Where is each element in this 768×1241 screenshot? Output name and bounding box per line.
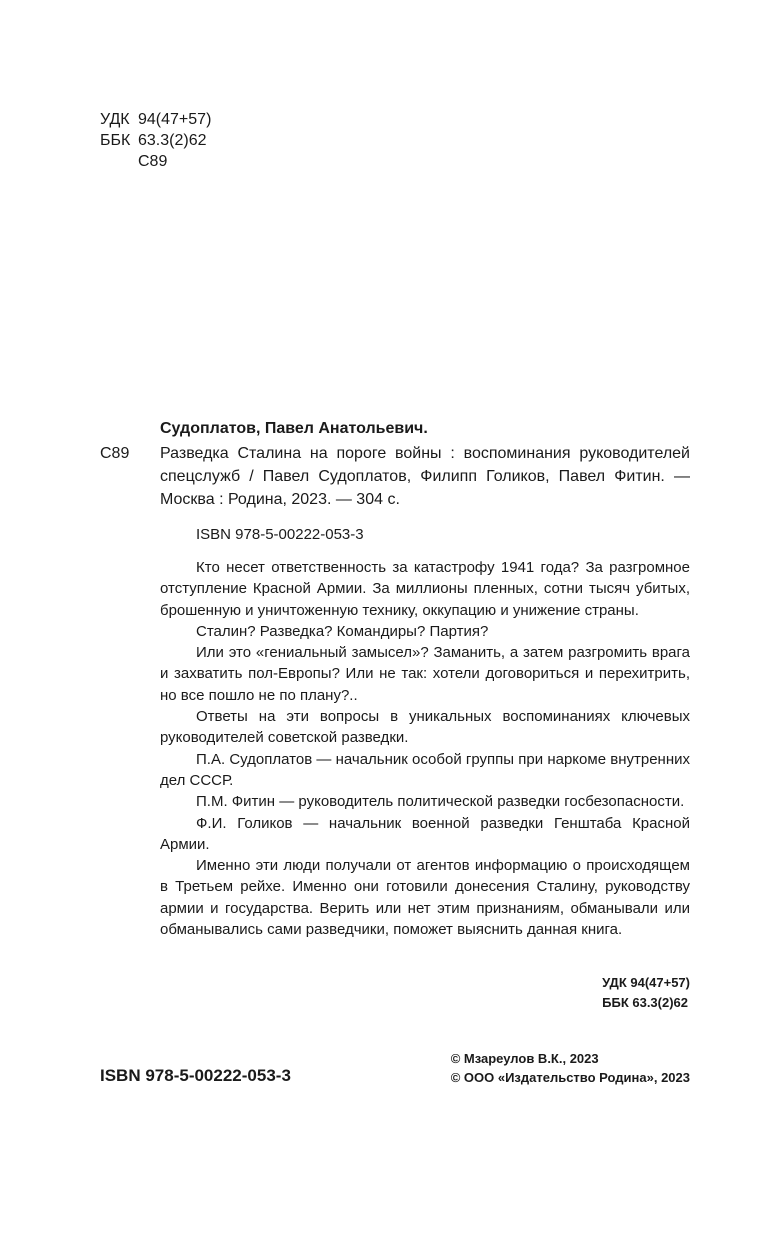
bbk-value: 63.3(2)62 — [138, 132, 207, 149]
annotation-paragraph: Именно эти люди получали от агентов информацию о происходящем в Третьем рейхе. Именно они готовили донесения Сталину, руководству армии и государства. Верить или нет этим признаниям, обманывали или обманывались сами разведчики, поможет выяснить данная книга. — [160, 857, 690, 939]
bottom-bbk: ББК 63.3(2)62 — [602, 995, 689, 1010]
record-author: Судоплатов, Павел Анатольевич. — [160, 420, 428, 437]
record-author-mark: С89 — [100, 445, 130, 462]
udk-row — [100, 109, 211, 130]
author-mark-top: С89 — [138, 153, 168, 170]
annotation-paragraph: Ф.И. Голиков — начальник военной разведки Генштаба Красной Армии. — [160, 814, 690, 853]
author-mark-row — [100, 151, 211, 172]
record-description: Разведка Сталина на пороге войны : воспоминания руководителей спецслужб / Павел Судоплатов, Филипп Голиков, Павел Фитин. — Москва : Родина, 2023. — 304 с. — [160, 445, 690, 508]
annotation-paragraph: Ответы на эти вопросы в уникальных воспоминаниях ключевых руководителей советской разведки. — [160, 708, 690, 747]
record-isbn: ISBN 978-5-00222-053-3 — [196, 526, 364, 543]
annotation-paragraph: Кто несет ответственность за катастрофу 1941 года? За разгромное отступление Красной Армии. За миллионы пленных, сотни тысяч убитых, брошенную и уничтоженную технику, оккупацию и унижение страны. — [160, 559, 690, 619]
bottom-classification — [602, 973, 690, 1013]
udk-value: 94(47+57) — [138, 111, 212, 128]
footer-isbn: ISBN 978-5-00222-053-3 — [100, 1066, 291, 1085]
annotation-paragraph: Или это «гениальный замысел»? Заманить, а затем разгромить врага и захватить пол-Европы? Или не так: хотели договориться и перехитрить, но все пошло не по плану?.. — [160, 644, 690, 704]
annotation-paragraph: Сталин? Разведка? Командиры? Партия? — [196, 622, 489, 640]
bbk-row — [100, 130, 211, 151]
copyright-publisher: © ООО «Издательство Родина», 2023 — [450, 1070, 690, 1085]
copyright-author: © Мзареулов В.К., 2023 — [450, 1051, 599, 1066]
bbk-label: ББК — [100, 132, 131, 149]
annotation-paragraph: П.М. Фитин — руководитель политической разведки госбезопасности. — [196, 793, 685, 811]
bottom-udk: УДК 94(47+57) — [602, 975, 690, 990]
copyright-block — [451, 1049, 690, 1087]
annotation — [160, 557, 690, 940]
udk-label: УДК — [100, 111, 130, 128]
classification-block — [100, 109, 211, 172]
annotation-paragraph: П.А. Судоплатов — начальник особой группы при наркоме внутренних дел СССР. — [160, 750, 690, 789]
